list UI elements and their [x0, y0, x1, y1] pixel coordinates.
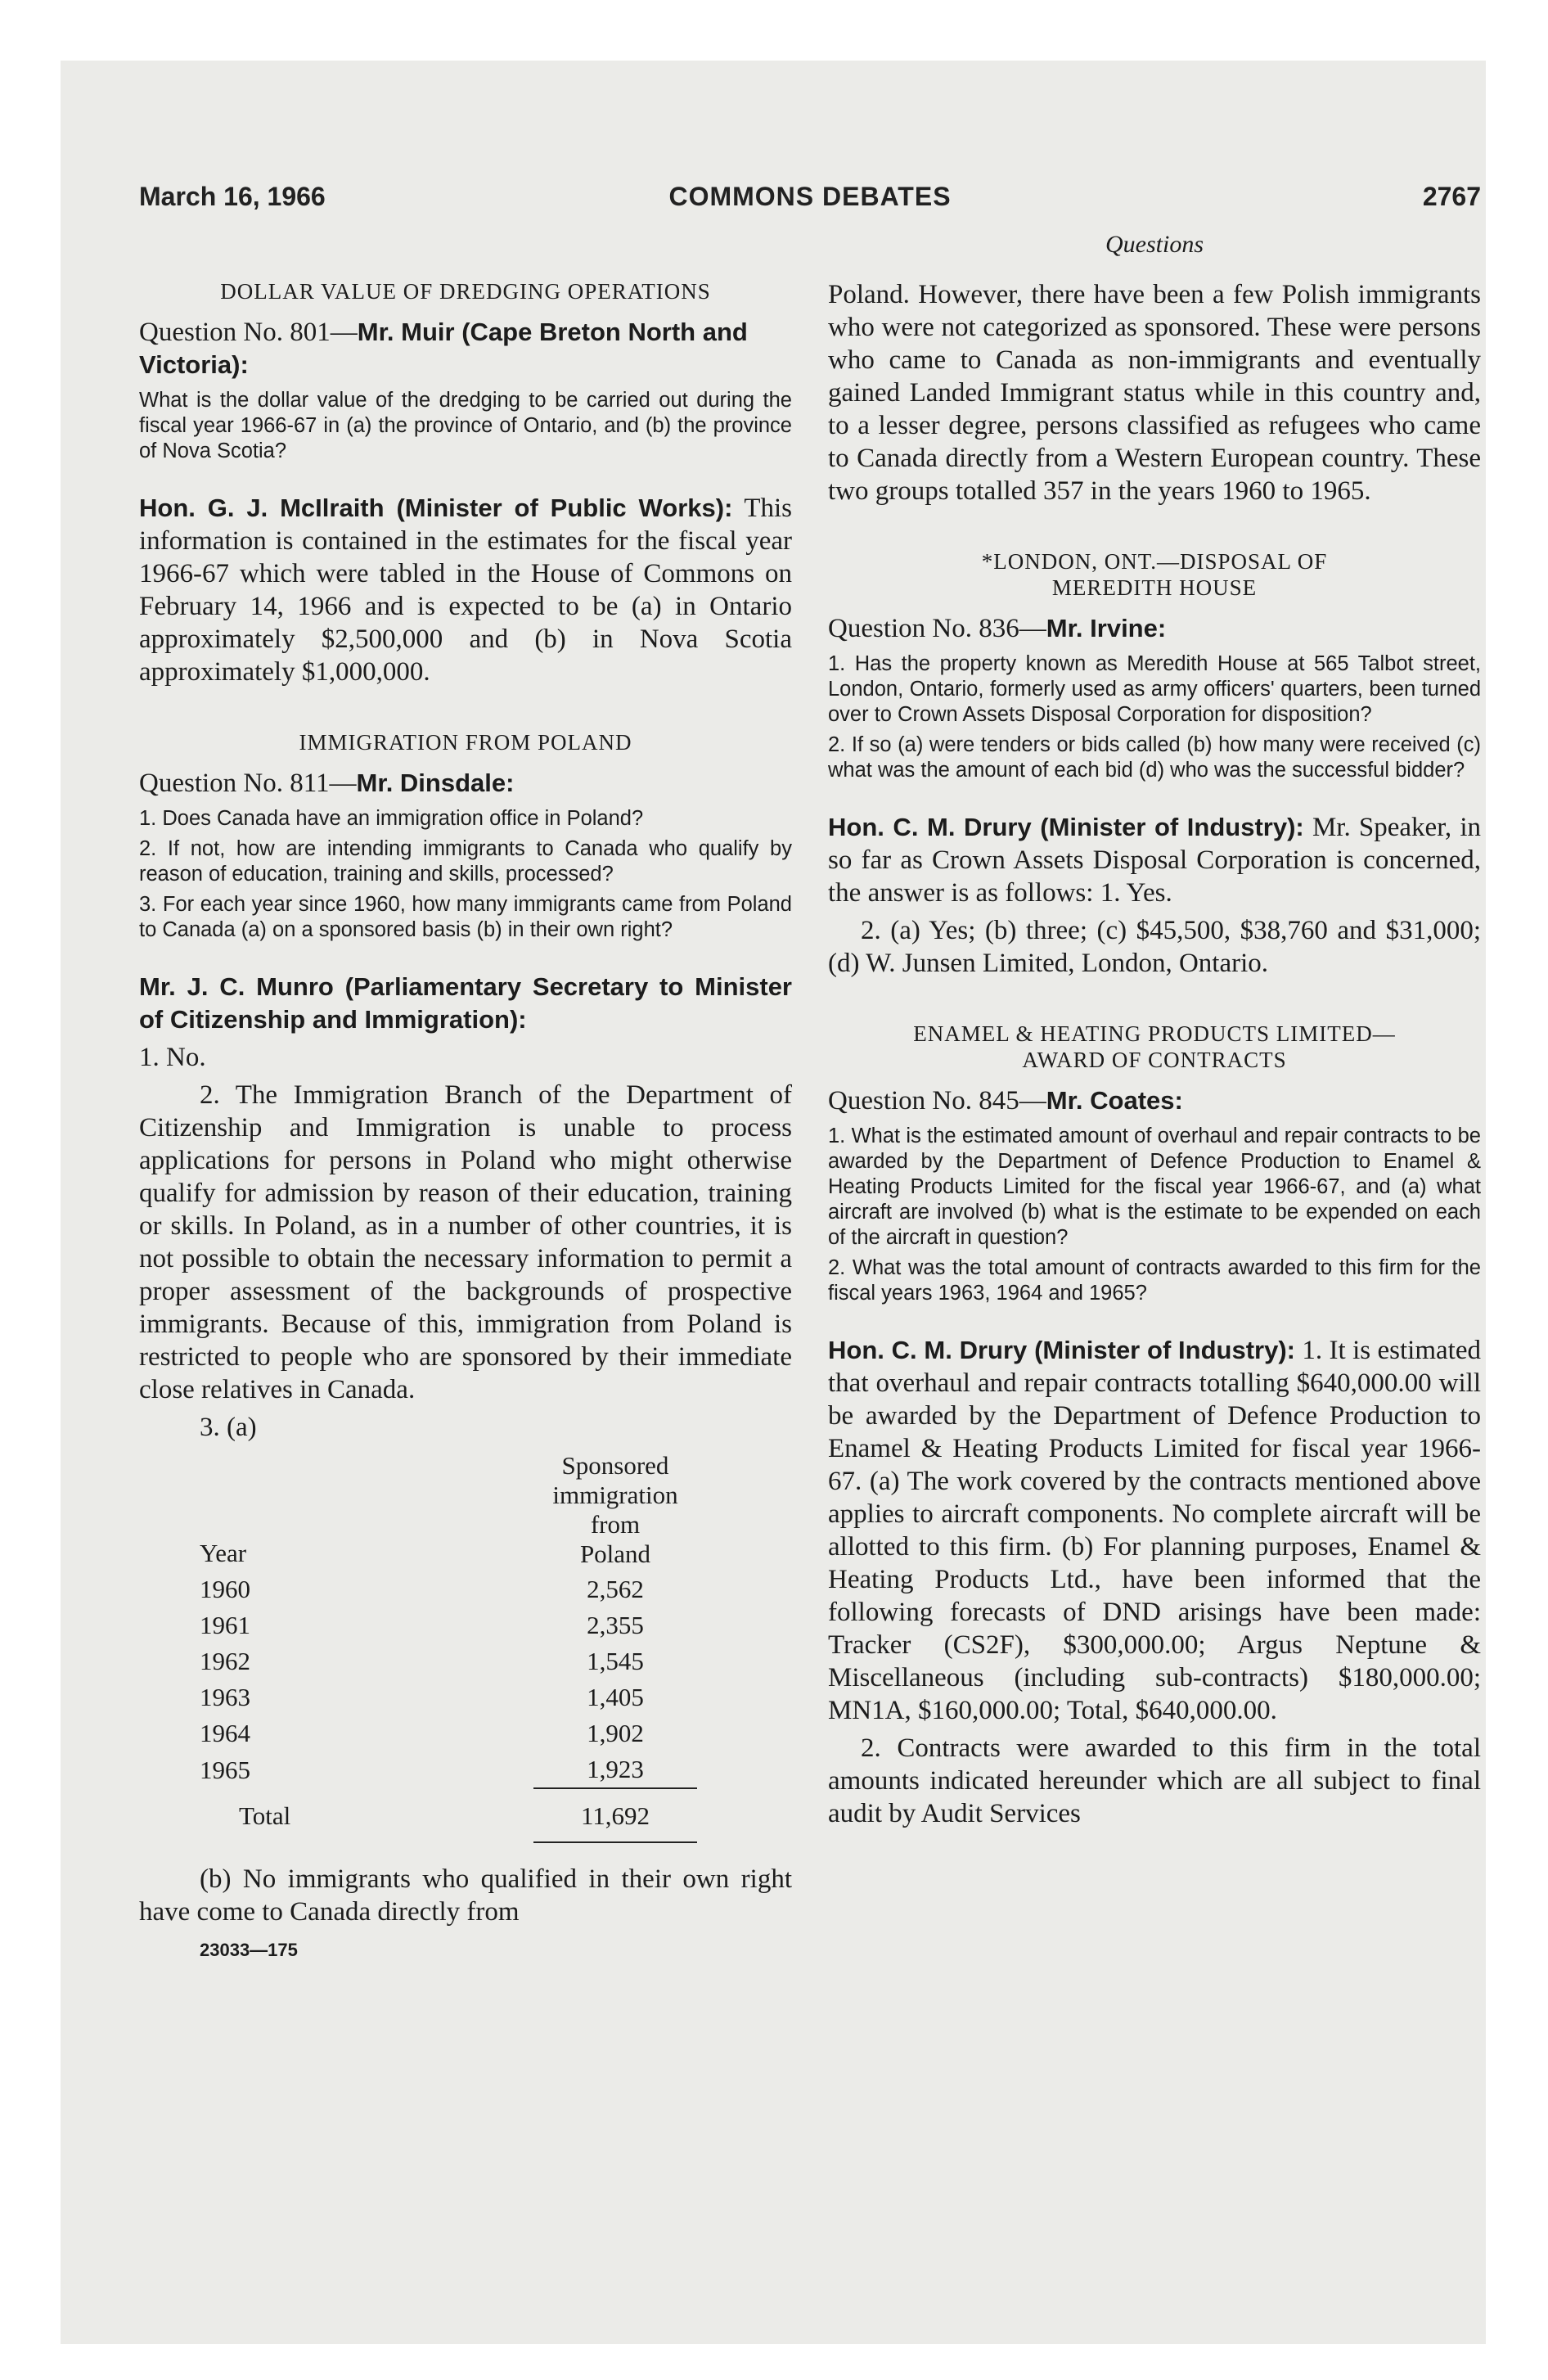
section-title-enamel: ENAMEL & HEATING PRODUCTS LIMITED— AWARD OF CONTRACTS	[913, 1021, 1396, 1072]
column-header-sponsored: Sponsored immigration from Poland	[552, 1451, 678, 1568]
question-801	[139, 316, 792, 381]
page-content	[139, 182, 1481, 1960]
immigration-table	[200, 1449, 697, 1843]
column-header-year: Year	[200, 1539, 247, 1567]
answer-part-2: 2. Contracts were awarded to this firm in the total amounts indicated hereunder which are all subject to final audit by Audit Services	[828, 1733, 1481, 1828]
question-item: 2. If not, how are intending immigrants to Canada who qualify by reason of education, training and skills, processed?	[139, 837, 792, 886]
answer-text: Mr. Speaker, in so far as Crown Assets Disposal Corporation is concerned, the answer is as follows: 1. Yes.	[828, 813, 1481, 908]
section-title-immigration: IMMIGRATION FROM POLAND	[299, 730, 632, 755]
answer-speaker: Hon. C. M. Drury (Minister of Industry):	[828, 813, 1304, 841]
question-asker: Mr. Coates:	[1046, 1086, 1183, 1115]
question-item: 1. Has the property known as Meredith House at 565 Talbot street, London, Ontario, formerly used as army officers' quarters, been turned over to Crown Assets Disposal Corporation for disposition?	[828, 652, 1481, 726]
answer-speaker-line	[139, 971, 792, 1036]
answer-text: This information is contained in the estimates for the fiscal year 1966-67 which were tabled in the House of Commons on February 14, 1966 and is expected to be (a) in Ontario approximately $2,500,000 and (b) in Nova Scotia approximately $1,000,000.	[139, 494, 792, 687]
running-head: Questions	[1105, 231, 1204, 258]
header-date: March 16, 1966	[139, 182, 326, 211]
question-811	[139, 767, 792, 800]
question-text: What is the dollar value of the dredging to be carried out during the fiscal year 1966-67 in (a) the province of Ontario, and (b) the province of Nova Scotia?	[139, 389, 792, 462]
answer-speaker: Hon. C. M. Drury (Minister of Industry):	[828, 1336, 1295, 1364]
answer-continuation: Poland. However, there have been a few Polish immigrants who were not categorized as sponsored. These were persons who came to Canada as non-immigrants and eventually gained Landed Immigrant status while in this country and, to a lesser degree, persons classified as refugees who came to Canada directly from a Western European country. These two groups totalled 357 in the years 1960 to 1965.	[828, 280, 1481, 506]
answer-801	[139, 492, 792, 688]
page-header	[139, 182, 1481, 228]
table-total-row: Total 11,692	[200, 1788, 697, 1842]
table-row: 1964 1,902	[200, 1719, 644, 1747]
right-column	[828, 231, 1481, 1835]
table-row: 1963 1,405	[200, 1683, 644, 1711]
left-column	[139, 278, 792, 1961]
answer-part-2: 2. The Immigration Branch of the Department of Citizenship and Immigration is unable to process applications for persons in Poland who might otherwise qualify for admission by reason of their education, training or skills. In Poland, as in a number of other countries, it is not possible to obtain the necessary information to permit a proper assessment of the backgrounds of prospective immigrants. Because of this, immigration from Poland is restricted to people who are sponsored by their immediate close relatives in Canada.	[139, 1080, 792, 1404]
question-number: Question No. 845—	[828, 1086, 1046, 1116]
table-row: 1962 1,545	[200, 1647, 644, 1675]
answer-part-1: 1. No.	[139, 1043, 206, 1072]
answer-part-2: 2. (a) Yes; (b) three; (c) $45,500, $38,760 and $31,000; (d) W. Junsen Limited, London, Ontario.	[828, 916, 1481, 978]
table-row: 1961 2,355	[200, 1611, 644, 1639]
answer-845	[828, 1334, 1481, 1727]
question-asker: Mr. Muir (Cape Breton North and Victoria):	[139, 318, 748, 379]
table-row: 1965 1,923	[200, 1755, 644, 1784]
answer-speaker: Hon. G. J. McIlraith (Minister of Public Works):	[139, 494, 733, 522]
question-number: Question No. 836—	[828, 614, 1046, 643]
answer-part-3b: (b) No immigrants who qualified in their own right have come to Canada directly from	[139, 1864, 792, 1927]
question-item: 1. Does Canada have an immigration office in Poland?	[139, 807, 644, 830]
footnote-code: 23033—175	[200, 1940, 298, 1960]
question-number: Question No. 801—	[139, 318, 358, 347]
question-item: 1. What is the estimated amount of overhaul and repair contracts to be awarded by the Department of Defence Production to Enamel & Heating Products Limited for the fiscal year 1966-67, and (a) what aircraft are involved (b) what is the estimate to be expended on each of the aircraft in question?	[828, 1125, 1481, 1249]
answer-part-3: 3. (a)	[200, 1413, 257, 1442]
question-asker: Mr. Irvine:	[1046, 614, 1167, 642]
answer-text: 1. It is estimated that overhaul and repair contracts totalling $640,000.00 will be awarded by the Department of Defence Production to Enamel & Heating Products Limited for fiscal year 1966-67. (a) The work covered by the contracts mentioned above applies to aircraft components. No complete aircraft will be allotted to this firm. (b) For planning purposes, Enamel & Heating Products Ltd., have been informed that the following forecasts of DND arisings have been made: Tracker (CS2F), $300,000.00; Argus Neptune & Miscellaneous (including sub-contracts) $180,000.00; MN1A, $160,000.00; Total, $640,000.00.	[828, 1336, 1481, 1725]
page-sheet	[61, 61, 1486, 2344]
section-title-meredith: *LONDON, ONT.—DISPOSAL OF MEREDITH HOUSE	[981, 549, 1328, 600]
question-item: 2. What was the total amount of contracts awarded to this firm for the fiscal years 1963, 1964 and 1965?	[828, 1256, 1481, 1305]
section-title-dredging: DOLLAR VALUE OF DREDGING OPERATIONS	[220, 279, 711, 304]
question-number: Question No. 811—	[139, 769, 357, 798]
table-header-row	[200, 1449, 697, 1571]
header-title: COMMONS DEBATES	[668, 182, 952, 211]
columns	[139, 231, 1481, 2373]
page-number: 2767	[1422, 182, 1481, 211]
table-row: 1960 2,562	[200, 1575, 644, 1603]
question-item: 3. For each year since 1960, how many immigrants came from Poland to Canada (a) on a sponsored basis (b) in their own right?	[139, 893, 792, 941]
question-asker: Mr. Dinsdale:	[356, 769, 515, 797]
answer-836	[828, 811, 1481, 909]
question-836	[828, 612, 1481, 645]
question-845	[828, 1084, 1481, 1117]
question-item: 2. If so (a) were tenders or bids called (b) how many were received (c) what was the amount of each bid (d) who was the successful bidder?	[828, 733, 1481, 782]
answer-speaker: Mr. J. C. Munro (Parliamentary Secretary to Minister of Citizenship and Immigration):	[139, 972, 792, 1034]
